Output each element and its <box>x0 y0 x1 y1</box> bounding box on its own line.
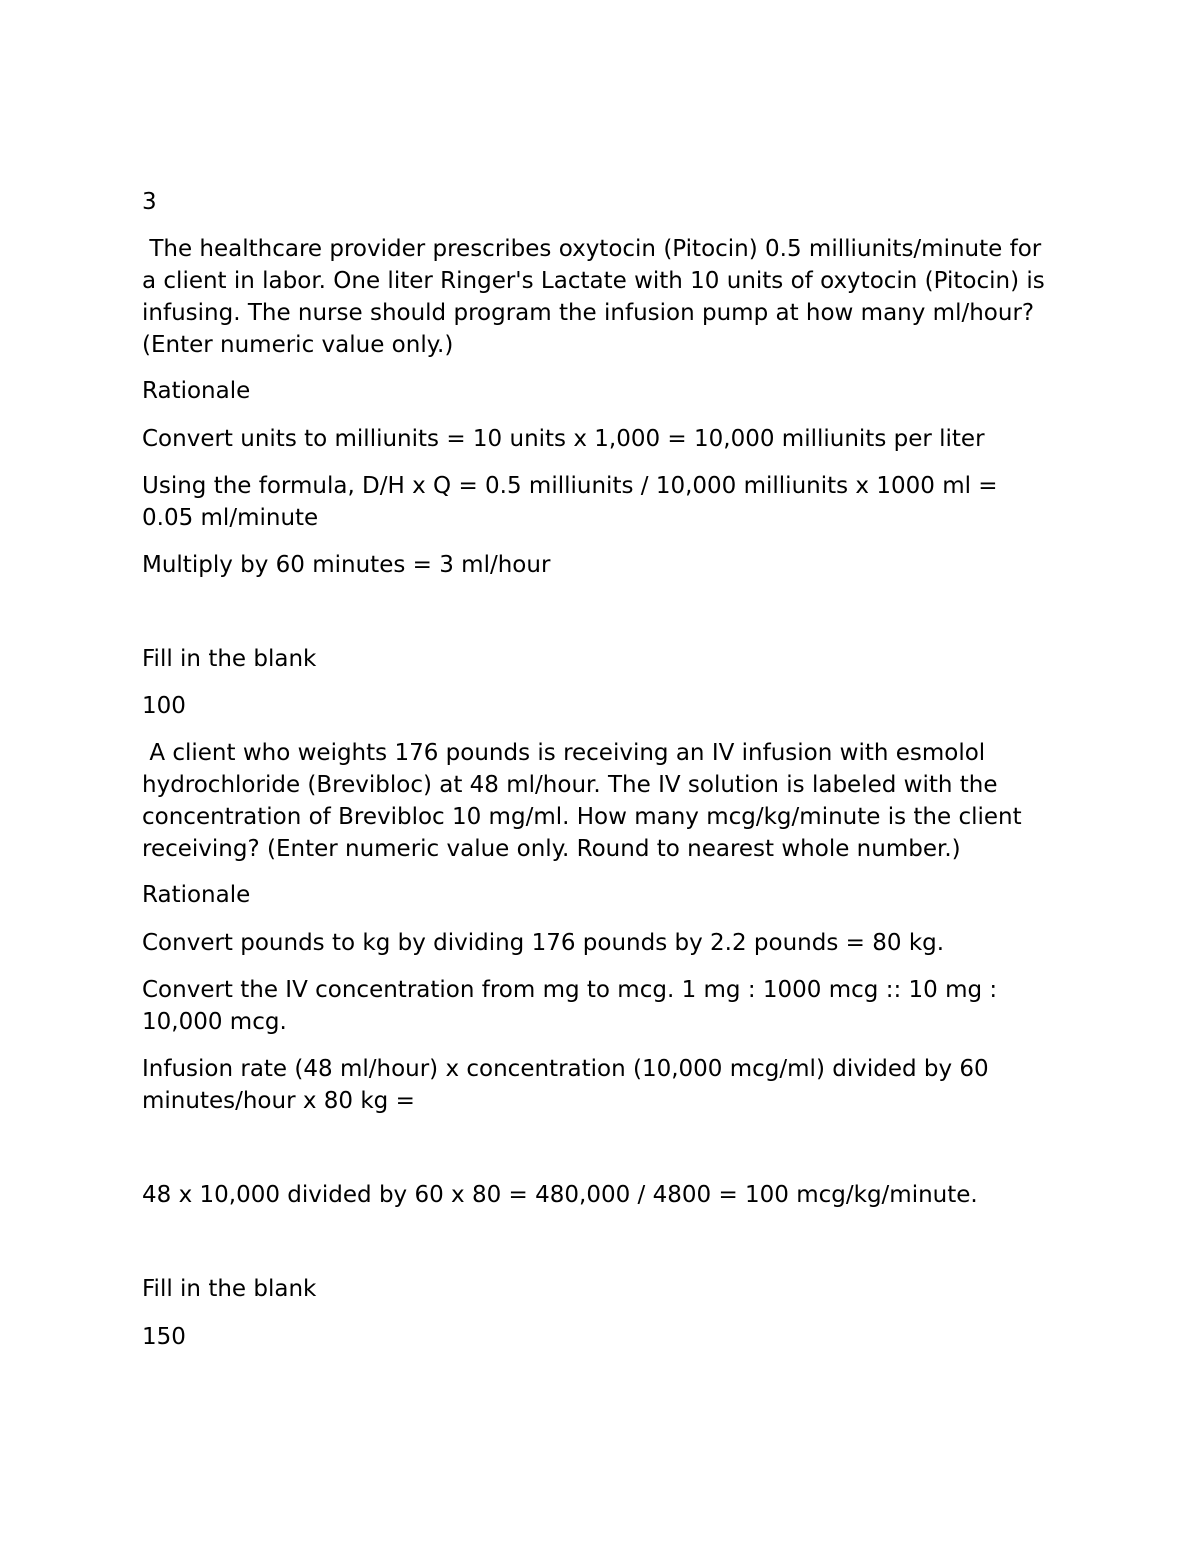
rationale-heading: Rationale <box>142 882 251 908</box>
rationale-step: Convert pounds to kg by dividing 176 pounds by 2.2 pounds = 80 kg. <box>142 930 945 956</box>
rationale-step: Convert units to milliunits = 10 units x 1,000 = 10,000 milliunits per liter <box>142 426 985 452</box>
question-type: Fill in the blank <box>142 1276 317 1302</box>
question-text: A client who weights 176 pounds is receiving an IV infusion with esmolol hydrochloride (Brevibloc) at 48 ml/hour. The IV solution is labeled with the concentration of Brevibloc 10 mg/ml. How many mcg/kg/minute is the client receiving? (Enter numeric value only. Round to nearest whole number.) <box>142 740 1029 862</box>
rationale-step: Convert the IV concentration from mg to mcg. 1 mg : 1000 mcg :: 10 mg : 10,000 mcg. <box>142 977 1005 1035</box>
question-text: The healthcare provider prescribes oxytocin (Pitocin) 0.5 milliunits/minute for a client in labor. One liter Ringer's Lactate with 10 units of oxytocin (Pitocin) is infusing. The nurse should program the infusion pump at how many ml/hour? (Enter numeric value only.) <box>142 236 1053 358</box>
answer-value: 100 <box>142 693 186 719</box>
question-type: Fill in the blank <box>142 646 317 672</box>
rationale-step: 48 x 10,000 divided by 60 x 80 = 480,000 / 4800 = 100 mcg/kg/minute. <box>142 1182 978 1208</box>
rationale-step: Infusion rate (48 ml/hour) x concentration (10,000 mcg/ml) divided by 60 minutes/hour x 80 kg = <box>142 1056 996 1114</box>
rationale-step: Using the formula, D/H x Q = 0.5 milliunits / 10,000 milliunits x 1000 ml = 0.05 ml/minute <box>142 473 1005 531</box>
answer-value: 3 <box>142 189 157 215</box>
rationale-heading: Rationale <box>142 378 251 404</box>
rationale-step: Multiply by 60 minutes = 3 ml/hour <box>142 552 551 578</box>
answer-value: 150 <box>142 1324 186 1350</box>
